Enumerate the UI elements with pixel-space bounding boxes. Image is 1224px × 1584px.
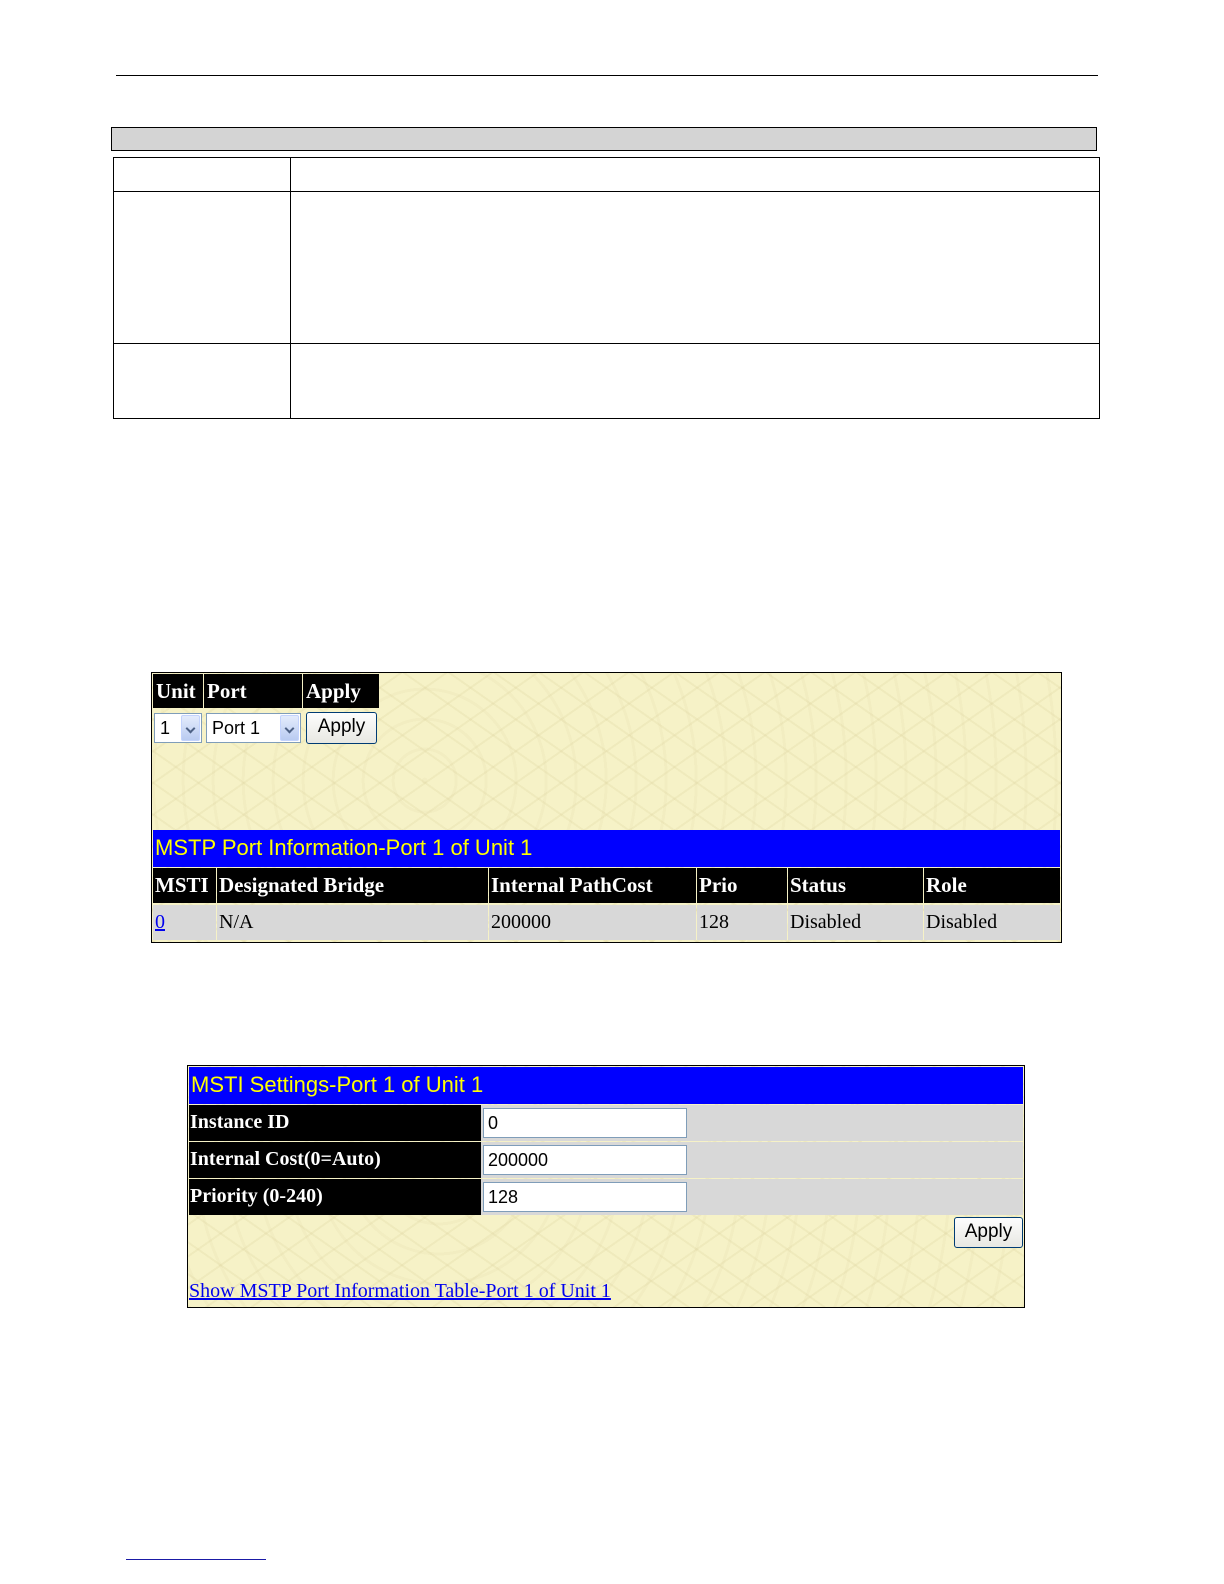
- internal-cost-label: Internal Cost(0=Auto): [189, 1142, 481, 1178]
- apply-button[interactable]: Apply: [954, 1217, 1023, 1248]
- status-cell: Disabled: [788, 905, 923, 940]
- unit-select[interactable]: [154, 713, 202, 743]
- col-designated-bridge: Designated Bridge: [217, 868, 488, 903]
- description-header-cell: [291, 158, 1100, 192]
- unit-select-value: 1: [160, 718, 171, 738]
- priority-label: Priority (0-240): [189, 1179, 481, 1215]
- parameter-header-cell: [114, 158, 291, 192]
- chevron-down-icon[interactable]: [181, 715, 200, 741]
- prio-cell: 128: [697, 905, 787, 940]
- col-internal-pathcost: Internal PathCost: [489, 868, 696, 903]
- parameter-cell: [114, 344, 291, 419]
- col-role: Role: [924, 868, 1060, 903]
- instance-id-label: Instance ID: [189, 1105, 481, 1141]
- description-cell: [291, 192, 1100, 344]
- designated-bridge-cell: N/A: [217, 905, 488, 940]
- msti-settings-title: MSTI Settings-Port 1 of Unit 1: [189, 1067, 1023, 1104]
- mstp-port-information-panel: [151, 672, 1062, 943]
- col-status: Status: [788, 868, 923, 903]
- priority-input[interactable]: 128: [483, 1182, 687, 1212]
- chevron-down-icon[interactable]: [280, 715, 299, 741]
- parameter-table: [113, 157, 1100, 419]
- port-select-value: Port 1: [212, 718, 261, 738]
- internal-cost-input[interactable]: 200000: [483, 1145, 687, 1175]
- col-msti: MSTI: [153, 868, 216, 903]
- instance-id-input[interactable]: 0: [483, 1108, 687, 1138]
- role-cell: Disabled: [924, 905, 1060, 940]
- description-cell: [291, 344, 1100, 419]
- parameter-cell: [114, 192, 291, 344]
- port-header: Port: [204, 674, 302, 708]
- show-mstp-port-information-link[interactable]: Show MSTP Port Information Table-Port 1 of Unit 1: [189, 1280, 611, 1302]
- port-select[interactable]: [206, 713, 301, 743]
- msti-link[interactable]: 0: [153, 905, 216, 940]
- msti-settings-panel: [187, 1065, 1025, 1308]
- footer-rule: [126, 1559, 266, 1560]
- col-prio: Prio: [697, 868, 787, 903]
- header-rule: [116, 75, 1098, 76]
- apply-header: Apply: [303, 674, 379, 708]
- unit-header: Unit: [153, 674, 203, 708]
- internal-pathcost-cell: 200000: [489, 905, 696, 940]
- apply-button[interactable]: Apply: [306, 712, 377, 744]
- table-title-bar: [111, 127, 1097, 151]
- port-information-title: MSTP Port Information-Port 1 of Unit 1: [153, 830, 1060, 867]
